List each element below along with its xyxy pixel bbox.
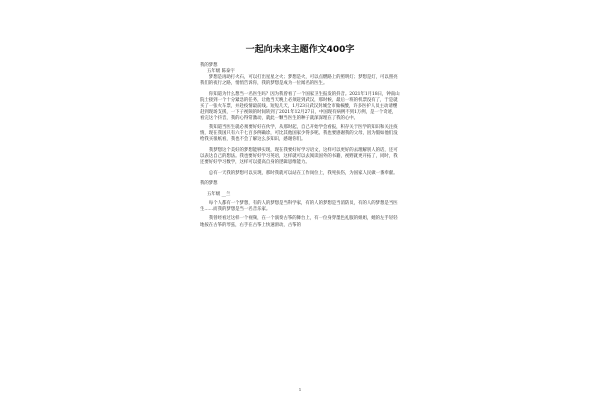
document-title: 一起向未来主题作文400字: [245, 45, 355, 55]
essay1-heading: 我的梦想: [200, 63, 218, 68]
essay2-heading: 我的梦想: [200, 181, 218, 187]
essay2-paragraph-1: 每个人都有一个梦想，有的人的梦想是当科学家，有的人的梦想是当消防员，有的人的梦想是当医生……而我的梦想是当一名音乐家。: [200, 201, 398, 213]
page-number: 1: [298, 387, 302, 392]
essay1-author: 五年级 陈泰宇: [207, 69, 235, 75]
essay1-paragraph-5: 总有一天我的梦想可以实现，那时我就可以站在工作岗位上，我死扶伤，为国家人民做一番奉献。: [208, 170, 398, 176]
document-body: [200, 62, 400, 229]
essay2-author: 五年级 __兰: [207, 191, 231, 197]
essay1-paragraph-3: 我知道当医生就必须要好好在伙学，从那时起，自己开始学会看报，积存关于医学的知识和关注疫情，现在我国只有六千七百多例确诊，可比其他国家少得多呢。我也要感谢我的父母，因为假如他们没给我买很纸看，我也不会了解这么多知识，感谢你们。: [200, 125, 398, 143]
essay1-paragraph-2: 你知道为什么想当一名医生吗？因为我曾看了一个国家卫生报发的抖音。2021年1月18日，钟南山院士接到一个十分紧急的任务，让他当天晚上必须赶到武汉，那时候，最后一班的机票没有了，于是就买了一张火车票，并赴疫情最前线。短短几天，1月23日武汉封城全市做核酸，许多医护人员主动请缨赶到现场支援，一下子视频的时间转到了2021年12月27日，中国现有病例不到1万例，是一个奇迹，看完这个抖音，我的心得常激动，就此一颗当医生的种子就深深埋在了我的心中。: [200, 91, 400, 121]
essay2-paragraph-2: 我曾经看过这样一个视频，在一个演奏古筝的舞台上，有一位身穿墨色礼服的姐姐，她的左手轻轻地按在古筝的琴弦，右手在古筝上快速滑动，古筝的: [200, 216, 398, 228]
essay1-paragraph-4: 我梦想这个美好的梦想能够实现，现在我要好好学习语文，这样可以更好的去理解别人的话，还可以表达自己的想法。我也要好好学习英语，这样就可以去阅读国外的书籍，视野就更开拓了，同时，我还要好好学习数学，这样可以提高自身的逻辑思维能力。: [200, 147, 398, 166]
essay1-paragraph-1: 梦想是再助打火石，可以打出星星之火；梦想是火，可以点燃路上的照明灯；梦想是灯，可以照亮我们的夜行之路，悄悄告诉你，我的梦想是成为一位闻名的医生。: [200, 75, 398, 87]
